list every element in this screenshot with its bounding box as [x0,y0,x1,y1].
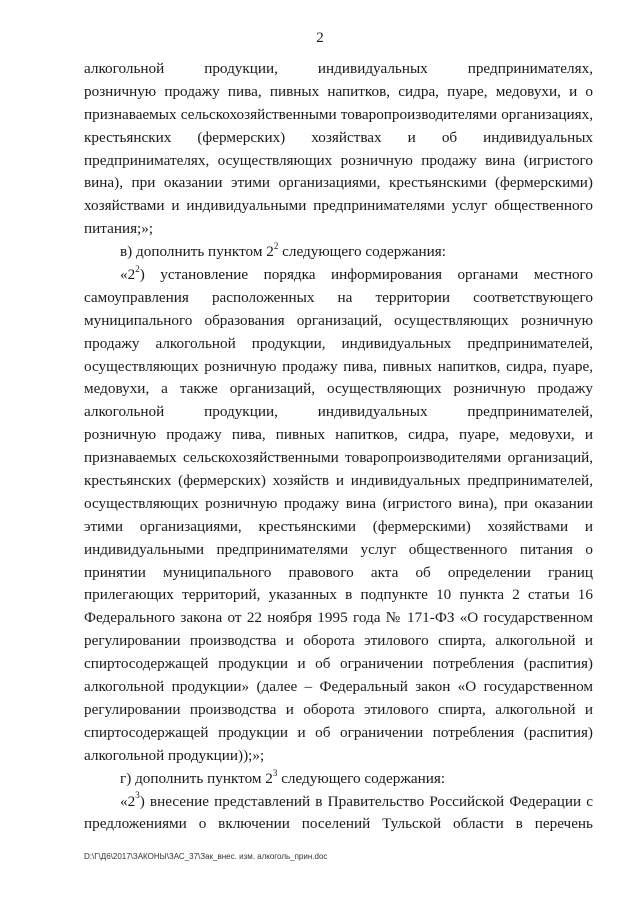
text-line: предложениями о включении поселений Тульской области в перечень [84,815,593,833]
text-line: признаваемых сельскохозяйственными товаропроизводителями организациях, [84,105,593,123]
text-line: осуществляющих розничную продажу вина (игристого вина), при оказании [84,494,593,512]
text-line: регулировании производства и оборота этилового спирта, алкогольной и [84,700,593,718]
text-line: осуществляющих розничную продажу пива, пивных напитков, сидра, пуаре, [84,357,593,375]
item-g-first-line: «$2^3$) внесение представлений в Правительство Российской Федерации с [120,790,593,810]
item-g-intro: г) дополнить пунктом $2^3$ следующего содержания: [120,767,446,787]
text-line: алкогольной продукции» (далее – Федеральный закон «О государственном [84,678,593,696]
text-line: прилегающих территорий, указанных в подпункте 10 пункта 2 статьи 16 [84,586,593,604]
text-line: признаваемых сельскохозяйственными товаропроизводителями организаций, [84,449,593,467]
text-line: крестьянских (фермерских) хозяйствах и об индивидуальных [84,128,593,146]
item-v-first-line: «$2^2$) установление порядка информирования органами местного [120,264,593,284]
text-line: этими организациями, крестьянскими (фермерскими) хозяйствами и [84,517,593,535]
document-body [84,58,593,836]
page-number: 2 [316,30,324,46]
file-path-footer: D:\Г\Д6\2017\ЗАКОНЫ\ЗАС_37\Зак_внес. изм. алкоголь_прин.doc [84,852,328,861]
text-line: регулировании производства и оборота этилового спирта, алкогольной и [84,632,593,650]
text-line: хозяйствами и индивидуальными предпринимателями услуг общественного [84,197,593,215]
text-line: предпринимателях, осуществляющих розничную продажу вина (игристого [84,151,593,169]
text-line: самоуправления расположенных на территории соответствующего [84,288,593,306]
text-line: спиртосодержащей продукции и об ограничении потребления (распития) [84,723,593,741]
text-line: спиртосодержащей продукции и об ограничении потребления (распития) [84,655,593,673]
text-line: муниципального образования организаций, осуществляющих розничную [84,311,593,329]
text-line: принятии муниципального правового акта об определении границ [84,563,593,581]
text-line: вина), при оказании этими организациями, крестьянскими (фермерскими) [84,174,593,192]
text-line: алкогольной продукции, индивидуальных предпринимателей, [84,403,593,421]
text-line: розничную продажу пива, пивных напитков, сидра, пуаре, медовухи, и [84,426,593,444]
text-line: розничную продажу пива, пивных напитков, сидра, пуаре, медовухи, и о [84,82,593,100]
text-line: алкогольной продукции, индивидуальных предпринимателях, [84,60,593,77]
text-line: крестьянских (фермерских) хозяйств и индивидуальных предпринимателей, [84,472,593,490]
text-line: индивидуальными предпринимателями услуг общественного питания о [84,540,593,558]
item-v-intro: в) дополнить пунктом $2^2$ следующего содержания: [120,241,446,261]
text-line: Федерального закона от 22 ноября 1995 года № 171-ФЗ «О государственном [84,609,593,627]
text-line: продажу алкогольной продукции, индивидуальных предпринимателей, [84,334,593,352]
text-line: питания;»; [84,220,154,238]
text-line: алкогольной продукции));»; [84,746,265,764]
text-line: медовухи, а также организаций, осуществляющих розничную продажу [84,380,593,398]
